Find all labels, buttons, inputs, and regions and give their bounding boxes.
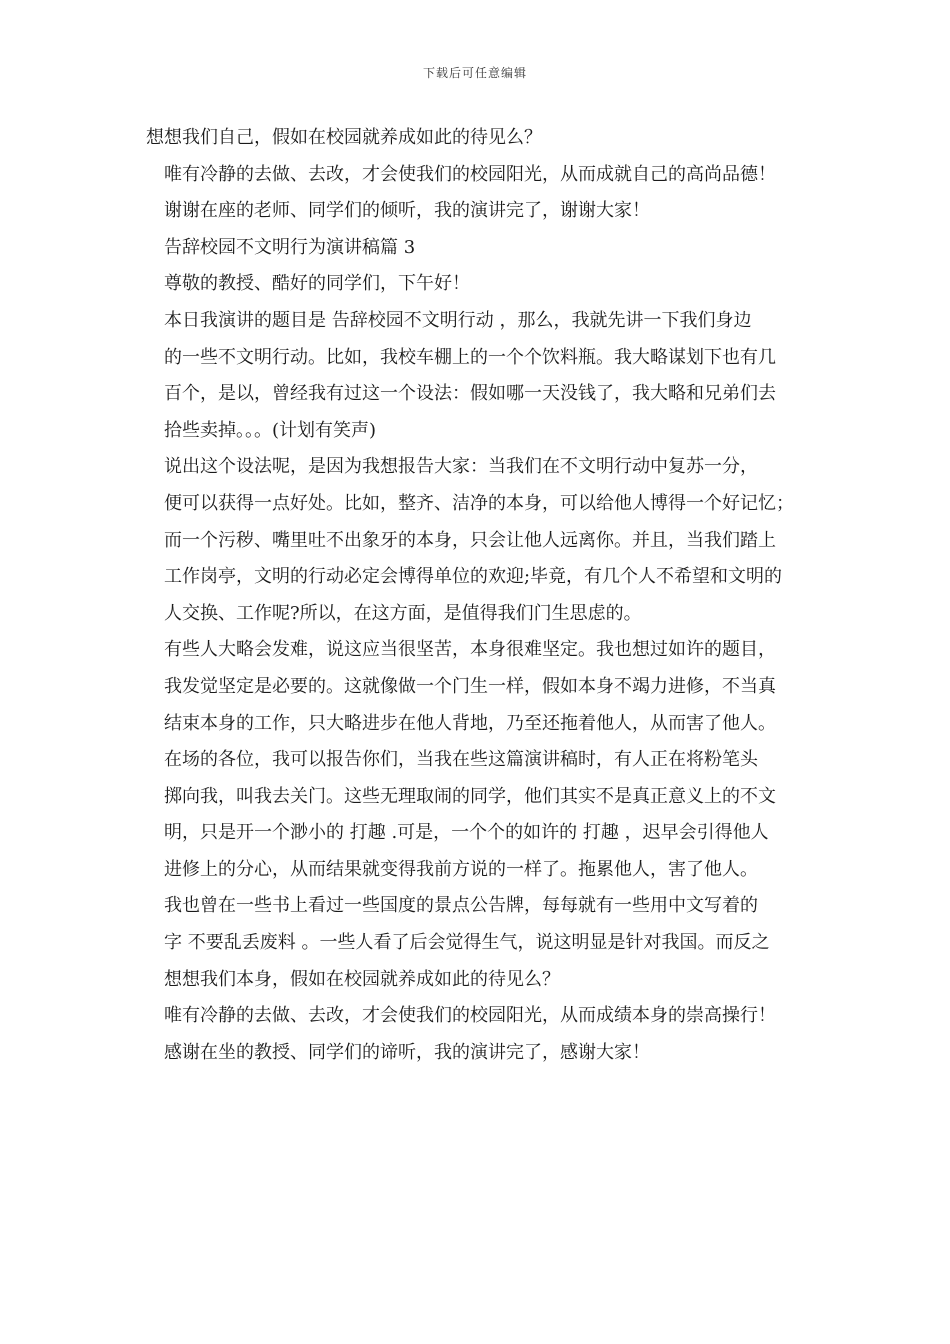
paragraph (146, 1035, 812, 1072)
text-line: 结束本身的工作，只大略进步在他人背地，乃至还拖着他人，从而害了他人。 (164, 712, 776, 734)
text-line: 唯有冷静的去做、去改，才会使我们的校园阳光，从而成绩本身的崇高操行！ (164, 1005, 776, 1027)
text-line: 想想我们自己，假如在校园就养成如此的待见么？ (146, 127, 542, 148)
paragraph (146, 449, 812, 632)
paragraph (146, 303, 812, 449)
text-line: 想想我们本身，假如在校园就养成如此的待见么？ (164, 968, 560, 990)
paragraph (146, 742, 812, 888)
text-line: 百个，是以，曾经我有过这一个设法：假如哪一天没钱了，我大略和兄弟们去 (164, 383, 776, 405)
text-line: 谢谢在座的老师、同学们的倾听，我的演讲完了，谢谢大家！ (164, 200, 650, 222)
text-line: 我发觉坚定是必要的。这就像做一个门生一样，假如本身不竭力进修，不当真 (164, 675, 776, 697)
text-line: 的一些不文明行动。比如，我校车棚上的一个个饮料瓶。我大略谋划下也有几 (164, 346, 776, 368)
text-line: 在场的各位，我可以报告你们，当我在些这篇演讲稿时，有人正在将粉笔头 (164, 749, 758, 771)
text-line: 进修上的分心，从而结果就变得我前方说的一样了。拖累他人，害了他人。 (164, 858, 758, 880)
text-line: 说出这个设法呢，是因为我想报告大家：当我们在不文明行动中复苏一分， (164, 456, 758, 478)
paragraph (146, 157, 812, 194)
page-header: 下载后可任意编辑 (422, 66, 527, 80)
document-body (146, 120, 812, 1071)
text-line: 掷向我，叫我去关门。这些无理取闹的同学，他们其实不是真正意义上的不文 (164, 785, 776, 807)
paragraph (146, 632, 812, 742)
text-line: 人交换、工作呢?所以，在这方面，是值得我们门生思虑的。 (164, 602, 642, 624)
paragraph (146, 120, 812, 157)
text-line: 明，只是开一个渺小的 打趣 .可是，一个个的如许的 打趣 ，迟早会引得他人 (164, 822, 769, 844)
paragraph (146, 998, 812, 1035)
text-line: 我也曾在一些书上看过一些国度的景点公告牌，每每就有一些用中文写着的 (164, 895, 758, 917)
text-line: 本日我演讲的题目是 告辞校园不文明行动 ，那么，我就先讲一下我们身边 (164, 309, 752, 331)
text-line: 尊敬的教授、酷好的同学们，下午好！ (164, 273, 470, 295)
text-line: 而一个污秽、嘴里吐不出象牙的本身，只会让他人远离你。并且，当我们踏上 (164, 529, 776, 551)
text-line: 唯有冷静的去做、去改，才会使我们的校园阳光，从而成就自己的高尚品德！ (164, 163, 776, 185)
text-line: 工作岗亭，文明的行动必定会博得单位的欢迎;毕竟，有几个人不希望和文明的 (164, 566, 783, 588)
text-line: 有些人大略会发难，说这应当很坚苦，本身很难坚定。我也想过如许的题目， (164, 639, 776, 661)
paragraph (146, 266, 812, 303)
text-line: 告辞校园不文明行为演讲稿篇 3 (164, 236, 416, 258)
text-line: 便可以获得一点好处。比如，整齐、洁净的本身，可以给他人博得一个好记忆； (164, 492, 794, 514)
paragraph (146, 230, 812, 267)
text-line: 字 不要乱丢废料 。一些人看了后会觉得生气，说这明显是针对我国。而反之 (164, 932, 770, 954)
text-line: 感谢在坐的教授、同学们的谛听，我的演讲完了，感谢大家！ (164, 1041, 650, 1063)
text-line: 拾些卖掉。。。(计划有笑声) (164, 419, 377, 441)
paragraph (146, 888, 812, 998)
paragraph (146, 193, 812, 230)
